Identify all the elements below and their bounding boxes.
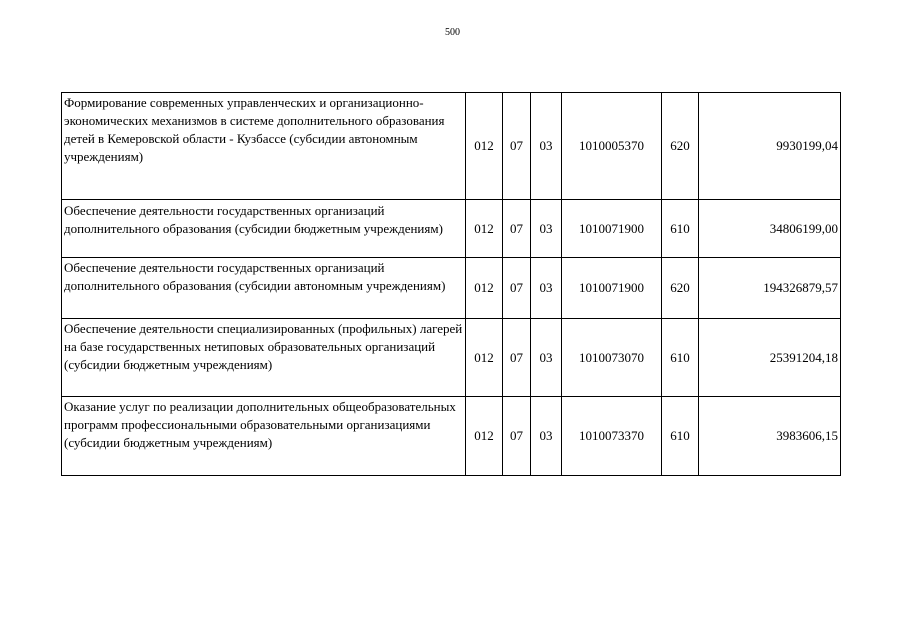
table-row [62,397,841,476]
section-code-cell: 07 [503,200,531,258]
ministry-code-cell: 012 [466,397,503,476]
expense-type-cell: 610 [662,200,699,258]
expense-name-cell: Обеспечение деятельности государственных организаций дополнительного образования (субсидии бюджетным учреждениям) [62,200,466,258]
amount-cell: 25391204,18 [699,319,841,397]
target-code-cell: 1010071900 [562,200,662,258]
ministry-code-cell: 012 [466,319,503,397]
expense-name-cell: Обеспечение деятельности специализированных (профильных) лагерей на базе государственных нетиповых образовательных организаций (субсидии бюджетным учреждениям) [62,319,466,397]
amount-cell: 34806199,00 [699,200,841,258]
section-code-cell: 07 [503,397,531,476]
target-code-cell: 1010073370 [562,397,662,476]
target-code-cell: 1010071900 [562,258,662,319]
subsection-code-cell: 03 [531,397,562,476]
expense-name-cell: Оказание услуг по реализации дополнительных общеобразовательных программ профессиональными образовательными организациями (субсидии бюджетным учреждениям) [62,397,466,476]
table-row [62,258,841,319]
amount-cell: 194326879,57 [699,258,841,319]
table-row [62,319,841,397]
ministry-code-cell: 012 [466,258,503,319]
expense-type-cell: 610 [662,397,699,476]
ministry-code-cell: 012 [466,200,503,258]
subsection-code-cell: 03 [531,93,562,200]
page-number: 500 [445,27,460,38]
section-code-cell: 07 [503,319,531,397]
ministry-code-cell: 012 [466,93,503,200]
subsection-code-cell: 03 [531,200,562,258]
section-code-cell: 07 [503,93,531,200]
amount-cell: 3983606,15 [699,397,841,476]
target-code-cell: 1010073070 [562,319,662,397]
section-code-cell: 07 [503,258,531,319]
budget-table [61,92,841,476]
expense-type-cell: 620 [662,258,699,319]
table-row [62,93,841,200]
subsection-code-cell: 03 [531,319,562,397]
expense-type-cell: 620 [662,93,699,200]
amount-cell: 9930199,04 [699,93,841,200]
target-code-cell: 1010005370 [562,93,662,200]
subsection-code-cell: 03 [531,258,562,319]
expense-name-cell: Обеспечение деятельности государственных организаций дополнительного образования (субсидии автономным учреждениям) [62,258,466,319]
table-row [62,200,841,258]
expense-name-cell: Формирование современных управленческих и организационно-экономических механизмов в системе дополнительного образования детей в Кемеровской области - Кузбассе (субсидии автономным учреждениям) [62,93,466,200]
expense-type-cell: 610 [662,319,699,397]
